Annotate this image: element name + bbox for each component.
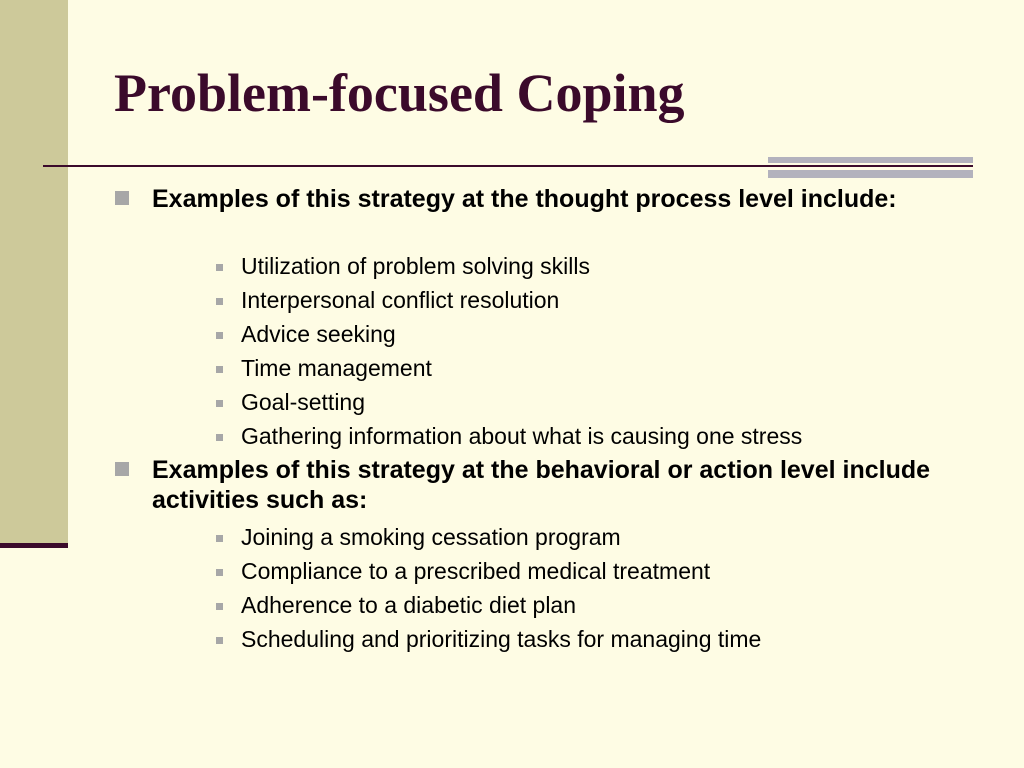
section-heading: Examples of this strategy at the behavioral or action level include activities such as: bbox=[152, 456, 931, 514]
list-item: Joining a smoking cessation program bbox=[241, 524, 621, 550]
square-bullet-icon bbox=[115, 191, 129, 205]
slide-title: Problem-focused Coping bbox=[114, 63, 685, 123]
small-square-bullet-icon bbox=[216, 637, 223, 644]
list-item: Time management bbox=[241, 355, 432, 381]
small-square-bullet-icon bbox=[216, 434, 223, 441]
small-square-bullet-icon bbox=[216, 264, 223, 271]
list-item: Interpersonal conflict resolution bbox=[241, 287, 560, 313]
small-square-bullet-icon bbox=[216, 603, 223, 610]
small-square-bullet-icon bbox=[216, 332, 223, 339]
square-bullet-icon bbox=[115, 462, 129, 476]
list-item: Compliance to a prescribed medical treatment bbox=[241, 558, 711, 584]
list-item: Goal-setting bbox=[241, 389, 366, 415]
small-square-bullet-icon bbox=[216, 569, 223, 576]
small-square-bullet-icon bbox=[216, 366, 223, 373]
list-item: Gathering information about what is causing one stress bbox=[241, 423, 803, 449]
list-item: Advice seeking bbox=[241, 321, 396, 347]
small-square-bullet-icon bbox=[216, 298, 223, 305]
section-heading: Examples of this strategy at the thought process level include: bbox=[152, 185, 897, 213]
small-square-bullet-icon bbox=[216, 400, 223, 407]
list-item: Scheduling and prioritizing tasks for managing time bbox=[241, 626, 762, 652]
list-item: Adherence to a diabetic diet plan bbox=[241, 592, 577, 618]
list-item: Utilization of problem solving skills bbox=[241, 253, 590, 279]
small-square-bullet-icon bbox=[216, 535, 223, 542]
